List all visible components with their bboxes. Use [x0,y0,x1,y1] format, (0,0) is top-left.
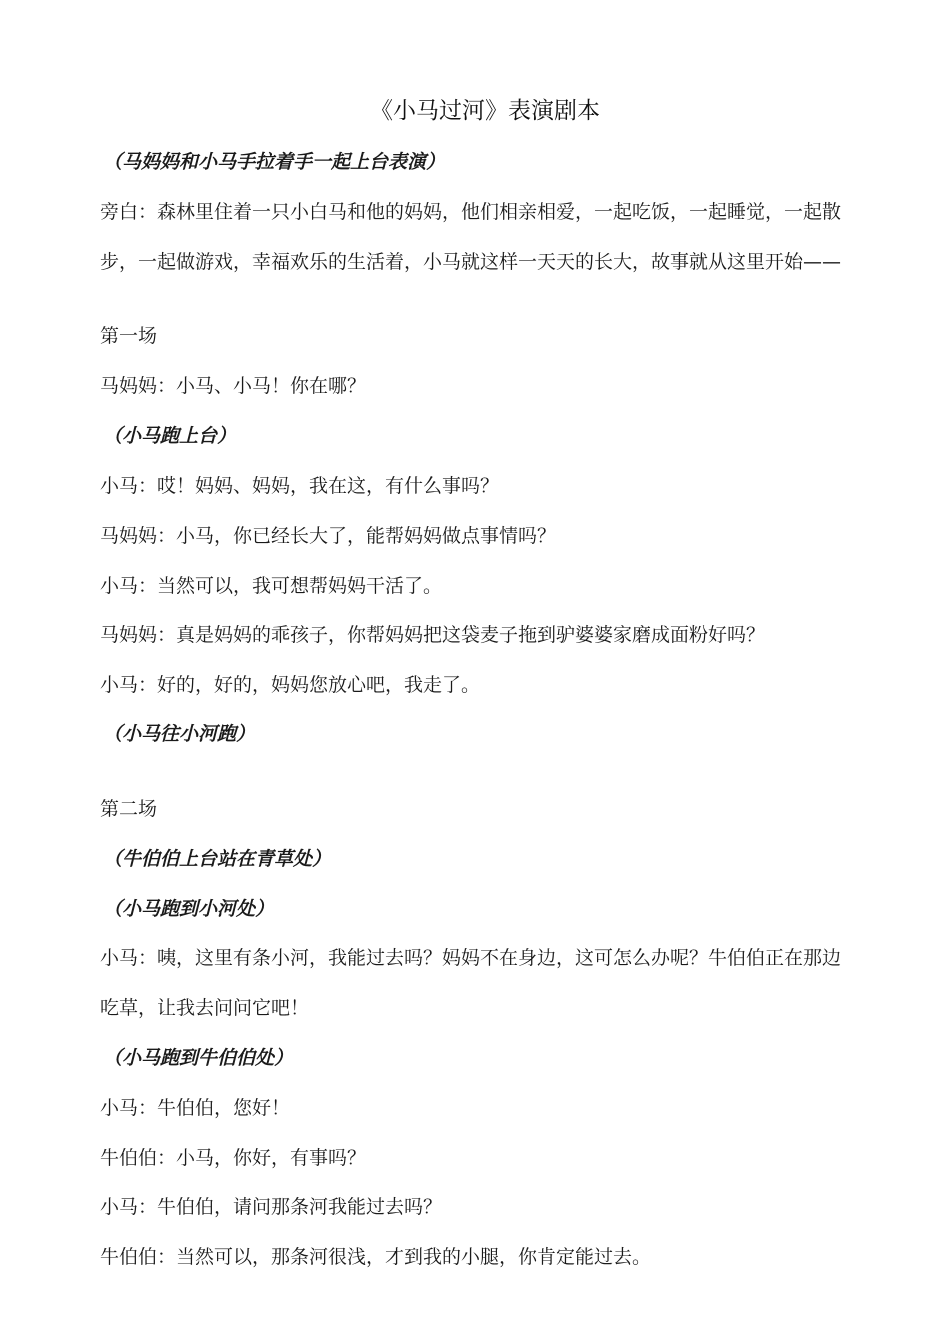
text-line: 小马：牛伯伯，请问那条河我能过去吗？ [100,1196,443,1218]
text-line: 小马：好的，好的，妈妈您放心吧，我走了。 [100,674,481,696]
stage-direction: （小马跑到小河处） [103,898,275,920]
text-line: 马妈妈：真是妈妈的乖孩子，你帮妈妈把这袋麦子拖到驴婆婆家磨成面粉好吗？ [100,624,766,646]
stage-direction: （小马往小河跑） [103,723,256,745]
text-line: 步，一起做游戏，幸福欢乐的生活着，小马就这样一天天的长大，故事就从这里开始—— [100,251,842,273]
text-line: 吃草，让我去问问它吧！ [100,997,310,1019]
text-line: 小马：哎！妈妈、妈妈，我在这，有什么事吗？ [100,475,500,497]
scene-heading: 第二场 [100,798,158,820]
text-line: 小马：当然可以，我可想帮妈妈干活了。 [100,575,443,597]
stage-direction: （小马跑到牛伯伯处） [103,1047,294,1069]
stage-direction: （马妈妈和小马手拉着手一起上台表演） [103,151,446,173]
text-line: 牛伯伯：小马，你好，有事吗？ [100,1147,367,1169]
text-line: 旁白：森林里住着一只小白马和他的妈妈，他们相亲相爱，一起吃饭，一起睡觉，一起散 [100,201,842,223]
scene-heading: 第一场 [100,325,158,347]
stage-direction: （小马跑上台） [103,425,237,447]
stage-direction: （牛伯伯上台站在青草处） [103,848,332,870]
document-title: 《小马过河》表演剧本 [370,98,600,124]
text-line: 牛伯伯：当然可以，那条河很浅，才到我的小腿，你肯定能过去。 [100,1246,652,1268]
text-line: 马妈妈：小马、小马！你在哪？ [100,375,367,397]
text-line: 小马：牛伯伯，您好！ [100,1097,291,1119]
text-line: 马妈妈：小马，你已经长大了，能帮妈妈做点事情吗？ [100,525,557,547]
text-line: 小马：咦，这里有条小河，我能过去吗？妈妈不在身边，这可怎么办呢？牛伯伯正在那边 [100,947,842,969]
